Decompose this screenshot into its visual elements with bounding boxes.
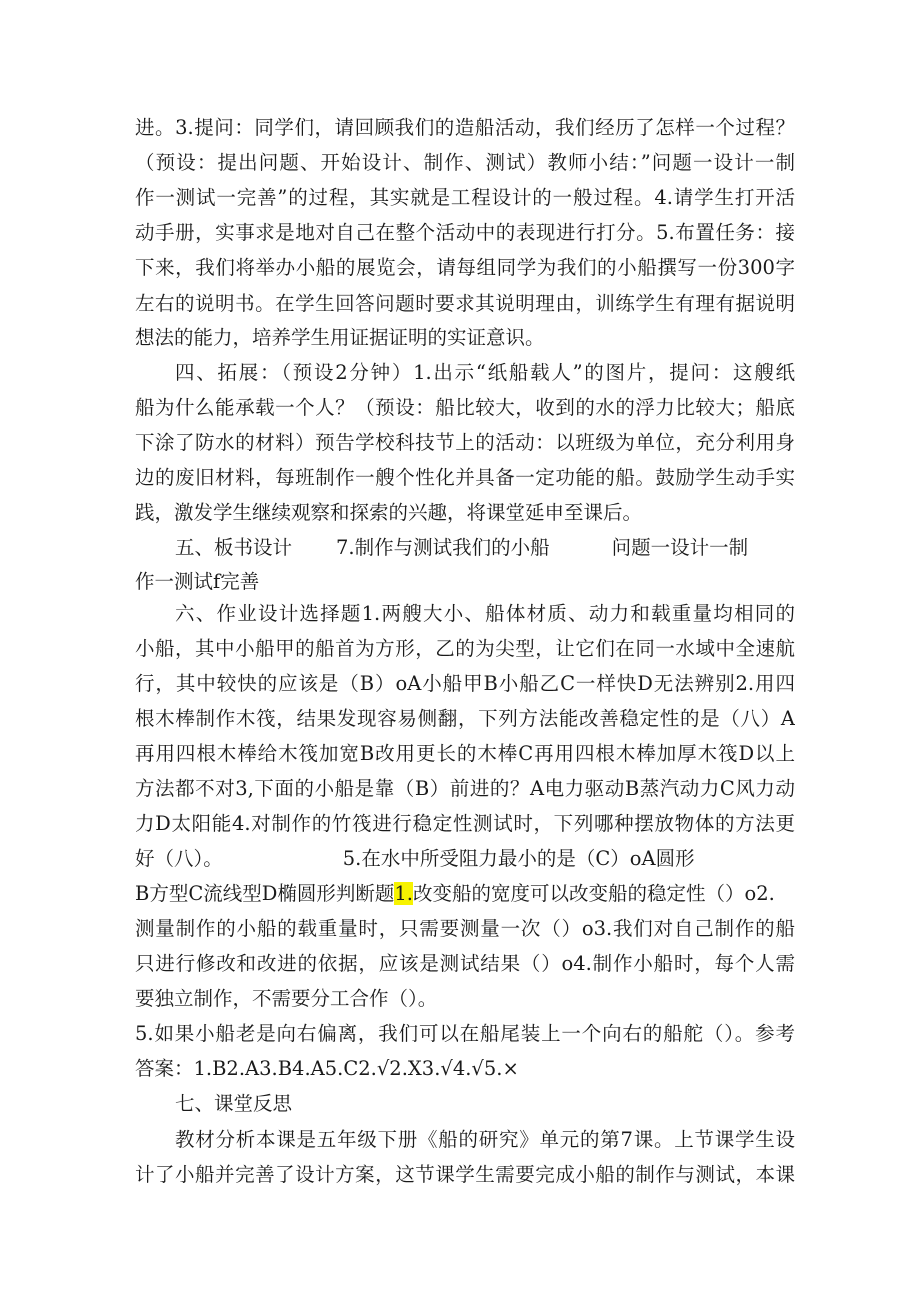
- text-line: 四、拓展：（预设2分钟）1.出示“纸船载人”的图片，提问：这艘纸: [175, 361, 795, 384]
- text-line: 5.如果小船老是向右偏离，我们可以在船尾装上一个向右的船舵（）。参考: [135, 1022, 795, 1045]
- text-line: [135, 878, 795, 910]
- text-line: 教材分析本课是五年级下册《船的研究》单元的第7课。上节课学生设: [175, 1128, 795, 1151]
- text-line: 要独立制作，不需要分工合作（）。: [135, 987, 438, 1010]
- highlighted-text: 1.: [394, 882, 413, 905]
- text-segment: 改变船的宽度可以改变船的稳定性（）o2.: [413, 882, 775, 905]
- text-line: 践，激发学生继续观察和探索的兴趣，将课堂延申至课后。: [135, 501, 643, 524]
- text-line: 根木棒制作木筏，结果发现容易侧翻，下列方法能改善稳定性的是（八）A: [135, 707, 795, 730]
- text-line: 小船，其中小船甲的船首为方形，乙的为尖型，让它们在同一水域中全速航: [135, 637, 795, 660]
- text-line: 测量制作的小船的载重量时，只需要测量一次（）o3.我们对自己制作的船: [135, 917, 795, 940]
- text-line: 再用四根木棒给木筏加宽B改用更长的木棒C再用四根木棒加厚木筏D以上: [135, 742, 795, 765]
- text-line: 下涂了防水的材料）预告学校科技节上的活动：以班级为单位，充分利用身: [135, 431, 795, 454]
- text-line: 左右的说明书。在学生回答问题时要求其说明理由，训练学生有理有据说明: [135, 292, 795, 315]
- text-line: （预设：提出问题、开始设计、制作、测试）教师小结：”问题一设计一制: [135, 151, 795, 174]
- section-heading: 七、课堂反思: [175, 1092, 293, 1115]
- text-line: 下来，我们将举办小船的展览会，请每组同学为我们的小船撰写一份300字: [135, 256, 795, 279]
- text-line: 方法都不对3,下面的小船是靠（B）前进的？A电力驱动B蒸汽动力C风力动: [135, 777, 795, 800]
- board-heading: 五、板书设计: [175, 536, 293, 559]
- answer-key: 答案：1.B2.A3.B4.A5.C2.√2.X3.√4.√5.×: [135, 1057, 519, 1080]
- text-line: 计了小船并完善了设计方案，这节课学生需要完成小船的制作与测试，本课: [135, 1163, 795, 1186]
- text-line: [135, 843, 795, 875]
- text-line: 想法的能力，培养学生用证据证明的实证意识。: [135, 326, 545, 349]
- board-design: [175, 532, 795, 564]
- text-line: 进。3.提问：同学们，请回顾我们的造船活动，我们经历了怎样一个过程？: [135, 116, 795, 139]
- text-segment: 好（八）。: [135, 847, 223, 870]
- text-line: 作一测试一完善”的过程，其实就是工程设计的一般过程。4.请学生打开活: [135, 186, 795, 209]
- text-segment: 5.在水中所受阻力最小的是（C）oA圆形: [342, 847, 695, 870]
- text-line: 力D太阳能4.对制作的竹筏进行稳定性测试时，下列哪种摆放物体的方法更: [135, 812, 795, 835]
- text-segment: B方型C流线型D椭圆形判断题: [135, 882, 395, 905]
- text-line: 动手册，实事求是地对自己在整个活动中的表现进行打分。5.布置任务：接: [135, 221, 795, 244]
- board-flow: 问题一设计一制: [611, 536, 749, 559]
- board-title: 7.制作与测试我们的小船: [336, 536, 550, 559]
- text-line: 船为什么能承载一个人？（预设：船比较大，收到的水的浮力比较大；船底: [135, 396, 795, 419]
- text-line: 行，其中较快的应该是（B）oA小船甲B小船乙C一样快D无法辨别2.用四: [135, 672, 795, 695]
- text-line: 六、作业设计选择题1.两艘大小、船体材质、动力和载重量均相同的: [175, 602, 795, 625]
- text-line: 边的废旧材料，每班制作一艘个性化并具备一定功能的船。鼓励学生动手实: [135, 466, 795, 489]
- text-line: 只进行修改和改进的依据，应该是测试结果（）o4.制作小船时，每个人需: [135, 952, 795, 975]
- board-flow-continued: 作一测试f完善: [135, 570, 260, 593]
